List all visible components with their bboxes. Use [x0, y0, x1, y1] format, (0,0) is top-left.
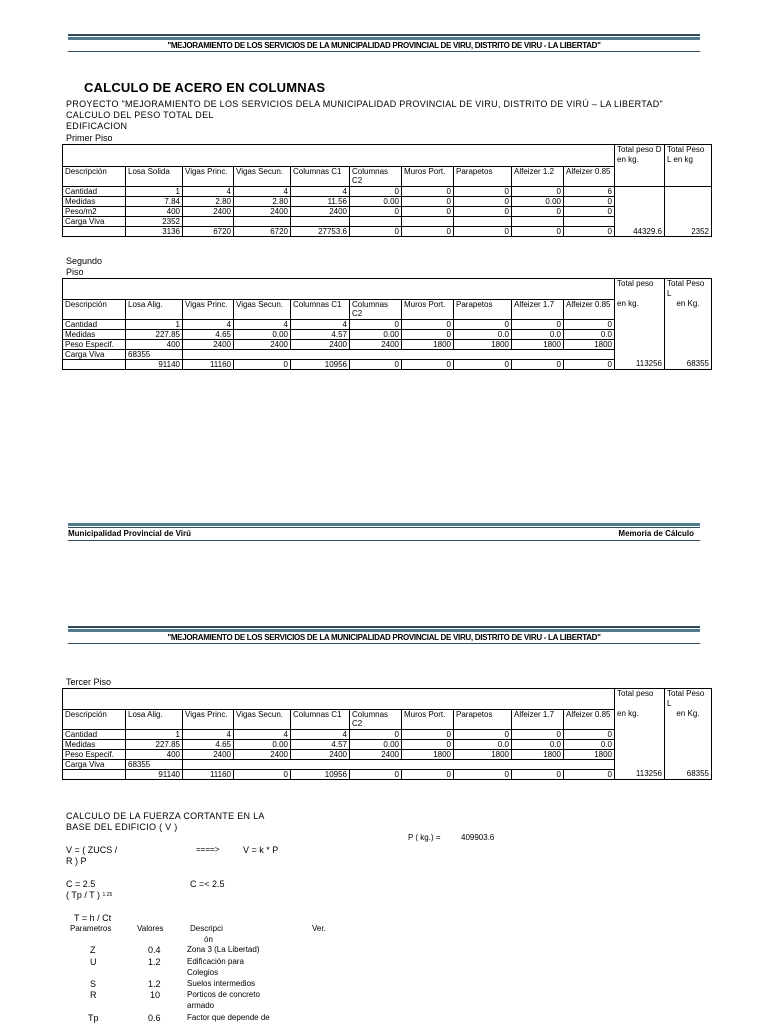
t1-cell: 1 — [126, 187, 183, 197]
t2-header-row — [63, 299, 712, 319]
t1-cell: 0 — [512, 207, 564, 217]
t3-cell: 0.0 — [454, 739, 512, 749]
desc-u-2: Colegios — [187, 968, 219, 977]
t3-cell: 1800 — [564, 749, 615, 759]
t1-h3: Vigas Secun. — [234, 167, 291, 187]
t1-cell: 0.00 — [512, 197, 564, 207]
desc-tp: Factor que depende de — [187, 1013, 270, 1022]
t2-cell: 0.0 — [512, 329, 564, 339]
t3-cell: 2400 — [183, 749, 234, 759]
t1-total-d-value: 44329.6 — [615, 227, 665, 237]
c-sub-text: ( Tp / T ) — [66, 890, 101, 900]
t3-cell: 4.57 — [291, 739, 350, 749]
t1-cell: 11.56 — [291, 197, 350, 207]
t3-cell: 0 — [454, 769, 512, 779]
page-title: CALCULO DE ACERO EN COLUMNAS — [84, 80, 326, 95]
t2-cell: 1800 — [564, 339, 615, 349]
table-row — [63, 739, 712, 749]
t1-cell: 4 — [183, 187, 234, 197]
p-label: P ( kg.) = — [408, 833, 441, 842]
floor-1-table — [62, 144, 712, 237]
table-row — [63, 359, 712, 369]
t2-cell: 0.0 — [454, 329, 512, 339]
t2-cell: 0 — [234, 359, 291, 369]
t3-h5: Columnas C2 — [350, 709, 402, 729]
t2-total-d-header: Total peso — [615, 279, 665, 300]
t1-cell: 2400 — [234, 207, 291, 217]
desc-r: Porticos de concreto — [187, 990, 260, 999]
t1-cell: Medidas — [63, 197, 126, 207]
t1-cell: 7.84 — [126, 197, 183, 207]
t1-cell: 0.00 — [350, 197, 402, 207]
table-row — [63, 729, 712, 739]
t2-cell: 0 — [512, 359, 564, 369]
t3-cell: 1800 — [454, 749, 512, 759]
c-exp: 1.25 — [102, 892, 113, 898]
col-val: Valores — [137, 924, 164, 933]
t1-cell: 0 — [564, 207, 615, 217]
calc-line-1: CALCULO DEL PESO TOTAL DEL — [66, 110, 214, 120]
t1-cell: Peso/m2 — [63, 207, 126, 217]
t2-cell: 0.00 — [234, 329, 291, 339]
page-header — [68, 34, 700, 52]
arrow-text: ====> — [196, 845, 220, 854]
t1-total-l-value: 2352 — [665, 227, 712, 237]
t2-cell: 0 — [454, 359, 512, 369]
floor-2-label-b: Piso — [66, 267, 84, 277]
t3-cell: 4.65 — [183, 739, 234, 749]
t2-cell: 4 — [183, 319, 234, 329]
t2-h3: Vigas Secun. — [234, 299, 291, 319]
table-row — [63, 749, 712, 759]
table-row — [63, 217, 712, 227]
desc-s: Suelos intermedios — [187, 979, 256, 988]
desc-u: Edificación para — [187, 957, 244, 966]
t3-cell: 0 — [512, 769, 564, 779]
t2-cell: 0 — [564, 359, 615, 369]
calc-line-2: EDIFICACION — [66, 121, 128, 131]
t2-h5: Columnas C2 — [350, 299, 402, 319]
col-param: Parametros — [70, 924, 112, 933]
t2-h2: Vigas Princ. — [183, 299, 234, 319]
page-header-2 — [68, 626, 700, 644]
t2-cell: 1800 — [512, 339, 564, 349]
t3-cell: 0 — [512, 729, 564, 739]
desc-z: Zona 3 (La Libertad) — [187, 945, 260, 954]
param-s: S — [90, 979, 97, 989]
t3-cell: 1800 — [402, 749, 454, 759]
t1-cell: 2.80 — [183, 197, 234, 207]
t2-cell: 0.00 — [350, 329, 402, 339]
shear-title-1: CALCULO DE LA FUERZA CORTANTE EN LA — [66, 811, 265, 821]
t2-total-l-value: 68355 — [665, 359, 712, 369]
t2-h8: Alfeizer 1.7 — [512, 299, 564, 319]
t1-cell: 4 — [234, 187, 291, 197]
t3-total-l-header: Total Peso L — [665, 689, 712, 710]
t3-cell: 1 — [126, 729, 183, 739]
t1-cell: 0 — [454, 207, 512, 217]
t1-cell: 4 — [291, 187, 350, 197]
table-row — [63, 349, 712, 359]
t2-total-l-header-2: en Kg. — [665, 299, 712, 319]
t3-total-d-header-2: en kg. — [615, 709, 665, 729]
t2-cell: 1 — [126, 319, 183, 329]
t3-cell: 227.85 — [126, 739, 183, 749]
shear-title-2: BASE DEL EDIFICIO ( V ) — [66, 822, 178, 832]
param-u: U — [90, 957, 97, 967]
t3-cell: Cantidad — [63, 729, 126, 739]
t1-cell: 0 — [564, 227, 615, 237]
t2-cell: 2400 — [183, 339, 234, 349]
table-row — [63, 207, 712, 217]
t1-h0: Descripción — [63, 167, 126, 187]
t1-cell: 0 — [512, 227, 564, 237]
t3-cell: 0 — [402, 739, 454, 749]
t1-cell: 2400 — [183, 207, 234, 217]
t3-cell: Medidas — [63, 739, 126, 749]
t2-h4: Columnas C1 — [291, 299, 350, 319]
v-formula-b: R ) P — [66, 856, 87, 866]
t2-cell: Carga Viva — [63, 349, 126, 359]
t2-cell: 1800 — [402, 339, 454, 349]
t2-cell: 2400 — [234, 339, 291, 349]
t2-cell: 2400 — [291, 339, 350, 349]
t3-cell: 4 — [291, 729, 350, 739]
t3-cell: Peso Especif. — [63, 749, 126, 759]
t1-h9: Alfeizer 0.85 — [564, 167, 615, 187]
t2-cell: 0 — [402, 329, 454, 339]
project-banner: "MEJORAMIENTO DE LOS SERVICIOS DE LA MUNICIPALIDAD PROVINCIAL DE VIRU, DISTRITO DE VIRU - LA LIBERTAD" — [167, 41, 601, 50]
t3-cell: 1800 — [512, 749, 564, 759]
t3-cell: 0 — [402, 769, 454, 779]
t3-cell: 400 — [126, 749, 183, 759]
t2-cell: 0 — [454, 319, 512, 329]
table-row — [63, 319, 712, 329]
t3-cell: 2400 — [234, 749, 291, 759]
t3-cell: 0.00 — [350, 739, 402, 749]
c-le: C =< 2.5 — [190, 879, 225, 889]
t3-cell: 0 — [350, 769, 402, 779]
t3-cell: 0.0 — [512, 739, 564, 749]
table-row — [63, 769, 712, 779]
param-z: Z — [90, 945, 96, 955]
val-z: 0.4 — [148, 945, 161, 955]
t3-cell: 4 — [234, 729, 291, 739]
t2-cell: 0 — [350, 359, 402, 369]
t1-cell: 0 — [454, 227, 512, 237]
t3-cell: 0 — [402, 729, 454, 739]
t3-cell: 0 — [350, 729, 402, 739]
t2-cell: 11160 — [183, 359, 234, 369]
floor-3-table — [62, 688, 712, 780]
t3-cell: 0 — [234, 769, 291, 779]
t2-cell: 4 — [234, 319, 291, 329]
c-sub — [66, 890, 112, 900]
t2-cell: 2400 — [350, 339, 402, 349]
t2-cell: 0 — [564, 319, 615, 329]
t3-cell: 4 — [183, 729, 234, 739]
t3-h1: Losa Alig. — [126, 709, 183, 729]
t2-h6: Muros Port. — [402, 299, 454, 319]
t2-h0: Descripción — [63, 299, 126, 319]
project-line: PROYECTO "MEJORAMIENTO DE LOS SERVICIOS DELA MUNICIPALIDAD PROVINCIAL DE VIRU, DISTRITO DE VIRÚ – LA LIBERTAD" — [66, 99, 664, 109]
t1-cell: 6 — [564, 187, 615, 197]
t3-cell: 11160 — [183, 769, 234, 779]
desc-r-2: armado — [187, 1001, 215, 1010]
col-ver: Ver. — [312, 924, 326, 933]
t2-cell: 0.0 — [564, 329, 615, 339]
t3-cell: 10956 — [291, 769, 350, 779]
table-row — [63, 197, 712, 207]
t1-cell: 27753.6 — [291, 227, 350, 237]
footer-left: Municipalidad Provincial de Virú — [68, 529, 191, 538]
t3-h3: Vigas Secun. — [234, 709, 291, 729]
t2-cell: Peso Especif. — [63, 339, 126, 349]
v-formula-a: V = ( ZUCS / — [66, 845, 118, 855]
val-s: 1.2 — [148, 979, 161, 989]
param-r: R — [90, 990, 97, 1000]
floor-1-label: Primer Piso — [66, 133, 113, 143]
t3-total-d-header: Total peso — [615, 689, 665, 710]
project-banner-2: "MEJORAMIENTO DE LOS SERVICIOS DE LA MUNICIPALIDAD PROVINCIAL DE VIRU, DISTRITO DE VIRU - LA LIBERTAD" — [167, 633, 601, 642]
t3-cell: 2400 — [350, 749, 402, 759]
t3-total-d-value: 113256 — [615, 769, 665, 779]
t2-cell: Cantidad — [63, 319, 126, 329]
t2-cell: 4 — [291, 319, 350, 329]
t1-cell: 400 — [126, 207, 183, 217]
table-row — [63, 329, 712, 339]
t3-total-l-value: 68355 — [665, 769, 712, 779]
t3-h8: Alfeizer 1.7 — [512, 709, 564, 729]
t3-cell: 0 — [454, 729, 512, 739]
t2-cell: 0 — [350, 319, 402, 329]
t3-h9: Alfeizer 0.85 — [564, 709, 615, 729]
t1-cell: 0 — [402, 207, 454, 217]
t3-h6: Muros Port. — [402, 709, 454, 729]
t2-h7: Parapetos — [454, 299, 512, 319]
table-row — [63, 187, 712, 197]
t3-h4: Columnas C1 — [291, 709, 350, 729]
table-row — [63, 339, 712, 349]
t2-cell: 0 — [402, 359, 454, 369]
t2-cell: 4.57 — [291, 329, 350, 339]
t1-cell: 0 — [564, 197, 615, 207]
t2-total-d-header-2: en kg. — [615, 299, 665, 319]
t1-cell: 3136 — [126, 227, 183, 237]
t3-h0: Descripción — [63, 709, 126, 729]
t3-h2: Vigas Princ. — [183, 709, 234, 729]
col-desc-b: ón — [204, 935, 213, 944]
t1-cell: 0 — [454, 187, 512, 197]
t2-cell: 0 — [402, 319, 454, 329]
t2-cell: 0 — [512, 319, 564, 329]
t1-cell: 0 — [402, 187, 454, 197]
param-tp: Tp — [88, 1013, 99, 1023]
t1-cell: 0 — [350, 227, 402, 237]
t2-cell: Medidas — [63, 329, 126, 339]
t1-total-d-header: Total peso D en kg. — [617, 145, 662, 164]
page-footer — [68, 523, 700, 541]
col-desc-a: Descripci — [190, 924, 223, 933]
t2-cell: 4.65 — [183, 329, 234, 339]
t3-h7: Parapetos — [454, 709, 512, 729]
val-r: 10 — [150, 990, 161, 1000]
t1-cell: 0 — [402, 197, 454, 207]
t2-cell: 10956 — [291, 359, 350, 369]
t1-h6: Muros Port. — [402, 167, 454, 187]
t3-cell: 0.0 — [564, 739, 615, 749]
t1-cell: 6720 — [183, 227, 234, 237]
t2-cell: 400 — [126, 339, 183, 349]
floor-2-label-a: Segundo — [66, 256, 103, 266]
t1-h1: Losa Solida — [126, 167, 183, 187]
val-tp: 0.6 — [148, 1013, 161, 1023]
t1-h7: Parapetos — [454, 167, 512, 187]
t3-cell: 2400 — [291, 749, 350, 759]
t1-h2: Vigas Princ. — [183, 167, 234, 187]
t1-cell: 0 — [454, 197, 512, 207]
t1-h8: Alfeizer 1.2 — [512, 167, 564, 187]
t2-total-l-header: Total Peso L — [665, 279, 712, 300]
t3-cell: Carga Viva — [63, 759, 126, 769]
t2-cell: 68355 — [126, 349, 183, 359]
p-value: 409903.6 — [461, 833, 495, 842]
t1-total-l-header: Total Peso L en kg — [667, 145, 705, 164]
floor-3-label: Tercer Piso — [66, 677, 112, 687]
t3-cell: 0 — [564, 729, 615, 739]
t-eq: T = h / Ct — [74, 913, 112, 923]
t2-h9: Alfeizer 0.85 — [564, 299, 615, 319]
t1-h4: Columnas C1 — [291, 167, 350, 187]
t1-cell: Carga Viva — [63, 217, 126, 227]
t1-cell: 0 — [402, 227, 454, 237]
t2-cell: 1800 — [454, 339, 512, 349]
t1-cell: 2352 — [126, 217, 183, 227]
t3-total-l-header-2: en Kg. — [665, 709, 712, 729]
table-row — [63, 227, 712, 237]
c-eq: C = 2.5 — [66, 879, 96, 889]
footer-right: Memoria de Cálculo — [618, 529, 694, 538]
t1-header-row — [63, 167, 712, 187]
t1-cell: 6720 — [234, 227, 291, 237]
t2-h1: Losa Alig. — [126, 299, 183, 319]
t3-cell: 0.00 — [234, 739, 291, 749]
t3-cell: 68355 — [126, 759, 183, 769]
t1-cell: 2.80 — [234, 197, 291, 207]
t1-cell: 0 — [512, 187, 564, 197]
t1-h5: Columnas C2 — [350, 167, 402, 187]
t1-cell: 2400 — [291, 207, 350, 217]
t2-total-d-value: 113256 — [615, 359, 665, 369]
t1-cell: 0 — [350, 187, 402, 197]
t2-cell: 227.85 — [126, 329, 183, 339]
t3-cell: 91140 — [126, 769, 183, 779]
table-row — [63, 759, 712, 769]
v-kp: V = k * P — [243, 845, 279, 855]
t1-cell: Cantidad — [63, 187, 126, 197]
val-u: 1.2 — [148, 957, 161, 967]
t3-cell: 0 — [564, 769, 615, 779]
t2-cell: 91140 — [126, 359, 183, 369]
t1-cell: 0 — [350, 207, 402, 217]
floor-2-table — [62, 278, 712, 370]
t3-header-row — [63, 709, 712, 729]
